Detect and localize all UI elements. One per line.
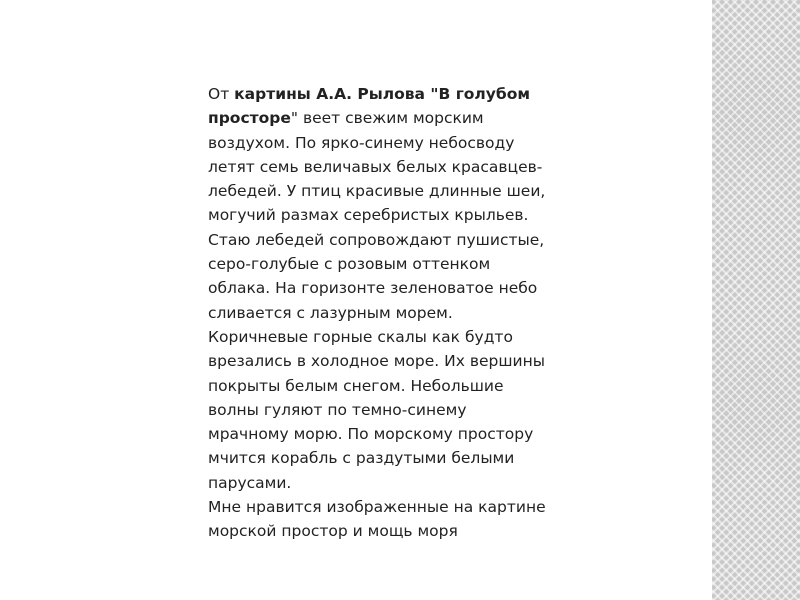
text-plain: " веет свежим морским: [290, 109, 484, 128]
text-line: серо-голубые с розовым оттенком: [208, 255, 491, 274]
text-line: врезались в холодное море. Их вершины: [208, 352, 545, 371]
text-line: мрачному морю. По морскому простору: [208, 425, 534, 444]
text-line: могучий размах серебристых крыльев.: [208, 206, 529, 225]
text-line: лебедей. У птиц красивые длинные шеи,: [208, 182, 546, 201]
text-line: облака. На горизонте зеленоватое небо: [208, 279, 538, 298]
text-line: сливается с лазурным морем.: [208, 303, 453, 322]
text-line: Мне нравится изображенные на картине: [208, 498, 546, 517]
text-plain: От: [208, 85, 235, 103]
text-line: морской простор и мощь моря: [208, 522, 458, 541]
text-line: парусами.: [208, 473, 292, 492]
text-line: воздухом. По ярко-синему небосводу: [208, 133, 515, 152]
text-line: летят семь величавых белых красавцев-: [208, 157, 543, 176]
decorative-side-band: [712, 0, 800, 600]
text-bold: просторе: [208, 109, 291, 128]
text-line: волны гуляют по темно-синему: [208, 400, 467, 419]
essay-text: [208, 82, 608, 544]
text-line: [208, 106, 608, 130]
text-line: покрыты белым снегом. Небольшие: [208, 376, 504, 395]
text-bold: картины А.А. Рылова "В голубом: [234, 85, 531, 103]
text-line: Стаю лебедей сопровождают пушистые,: [208, 230, 545, 249]
text-line: [208, 82, 608, 106]
text-line: Коричневые горные скалы как будто: [208, 327, 513, 346]
text-line: мчится корабль с раздутыми белыми: [208, 449, 515, 468]
